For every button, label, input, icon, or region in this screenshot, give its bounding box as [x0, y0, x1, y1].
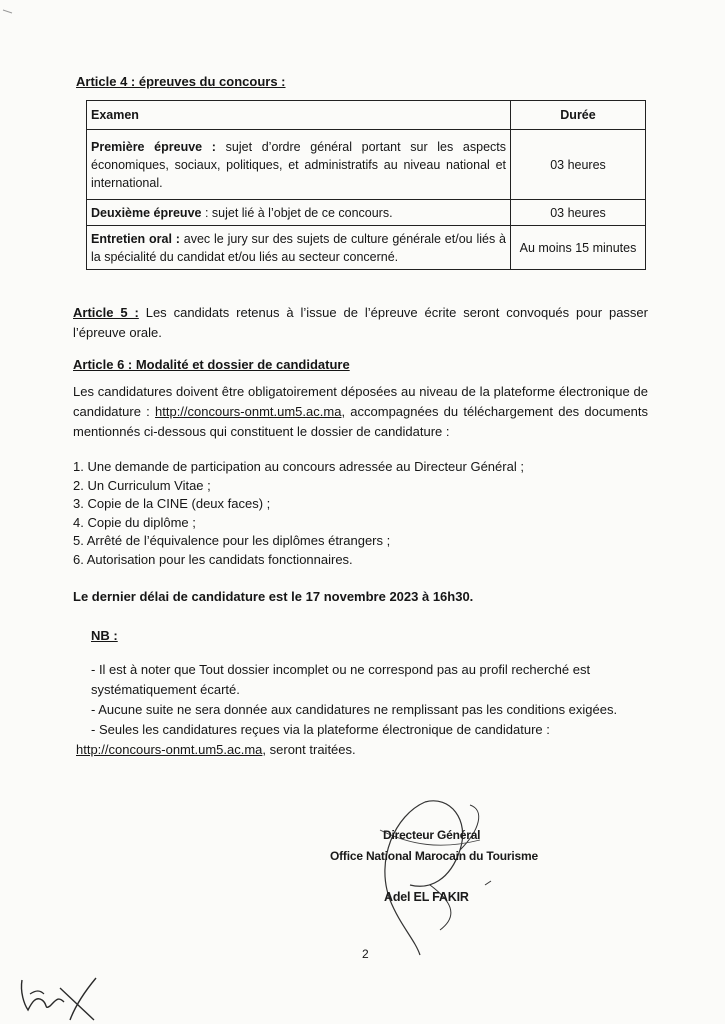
exam-text: : sujet lié à l’objet de ce concours.: [201, 205, 393, 220]
platform-link[interactable]: http://concours-onmt.um5.ac.ma: [76, 742, 263, 757]
table-row: [87, 130, 646, 200]
exam-duration: 03 heures: [511, 200, 646, 226]
list-item: 1. Une demande de participation au concours adressée au Directeur Général ;: [73, 459, 524, 474]
list-item: 5. Arrêté de l’équivalence pour les diplômes étrangers ;: [73, 533, 391, 548]
signatory-name: Adel EL FAKIR: [384, 890, 469, 904]
nb-note: - Aucune suite ne sera donnée aux candidatures ne remplissant pas les conditions exigées.: [91, 702, 618, 717]
nb-note: - Seules les candidatures reçues via la plateforme électronique de candidature :: [91, 722, 550, 737]
deadline-notice: Le dernier délai de candidature est le 17 novembre 2023 à 16h30.: [73, 589, 474, 604]
article-5: [73, 303, 648, 343]
exam-label: Entretien oral :: [91, 231, 180, 246]
exam-description: [87, 226, 511, 270]
article-5-label: Article 5 :: [73, 305, 139, 320]
list-item: 3. Copie de la CINE (deux faces) ;: [73, 496, 271, 511]
table-header-duration: Durée: [511, 101, 646, 130]
nb-title: NB :: [91, 628, 118, 643]
exam-label: Deuxième épreuve: [91, 205, 202, 220]
exam-duration: Au moins 15 minutes: [511, 226, 646, 270]
article-5-text: Les candidats retenus à l’issue de l’épreuve écrite seront convoqués pour passer l’épreuve orale.: [73, 305, 648, 340]
article-4-title: Article 4 : épreuves du concours :: [76, 74, 286, 89]
table-header-exam: Examen: [87, 101, 511, 130]
corner-mark: [0, 0, 20, 20]
signatory-organization: Office National Marocain du Tourisme: [330, 849, 538, 863]
article-6-intro-text: Les candidatures doivent être obligatoirement déposées au niveau de la plateforme électronique de candidature :: [73, 384, 648, 419]
list-item: 6. Autorisation pour les candidats fonctionnaires.: [73, 551, 353, 567]
nb-note-end: , seront traitées.: [262, 742, 356, 757]
exam-text: avec le jury sur des sujets de culture générale et/ou liés à la spécialité du candidat et/ou liés au secteur concerné.: [91, 231, 506, 264]
exam-description: [87, 200, 511, 226]
table-row: [87, 200, 646, 226]
exam-text: sujet d’ordre général portant sur les aspects économiques, sociaux, politiques, et administratifs au niveau national et international.: [91, 139, 507, 190]
list-item: 4. Copie du diplôme ;: [73, 514, 196, 530]
article-6-title: Article 6 : Modalité et dossier de candidature: [73, 357, 350, 372]
exam-duration: 03 heures: [511, 130, 646, 200]
list-item: 2. Un Curriculum Vitae ;: [73, 477, 211, 493]
article-6-intro-rest: , accompagnées du téléchargement des documents mentionnés ci-dessous qui constituent le dossier de candidature :: [73, 404, 648, 439]
exam-description: [87, 130, 511, 200]
platform-link[interactable]: http://concours-onmt.um5.ac.ma: [155, 404, 342, 419]
document-list: [73, 458, 524, 569]
exam-label: Première épreuve :: [91, 139, 216, 154]
signatory-title: Directeur Général: [383, 828, 481, 842]
nb-note-link-line: [76, 740, 646, 760]
initials-scribble: [0, 960, 110, 1024]
article-6-intro: [73, 382, 648, 442]
exam-table: [86, 100, 646, 270]
page-number: 2: [362, 947, 369, 961]
nb-notes: [76, 660, 646, 760]
table-header-row: [87, 101, 646, 130]
table-row: [87, 226, 646, 270]
nb-note: - Il est à noter que Tout dossier incomplet ou ne correspond pas au profil recherché est systématiquement écarté.: [91, 662, 591, 697]
signature-drawing: [320, 790, 520, 960]
